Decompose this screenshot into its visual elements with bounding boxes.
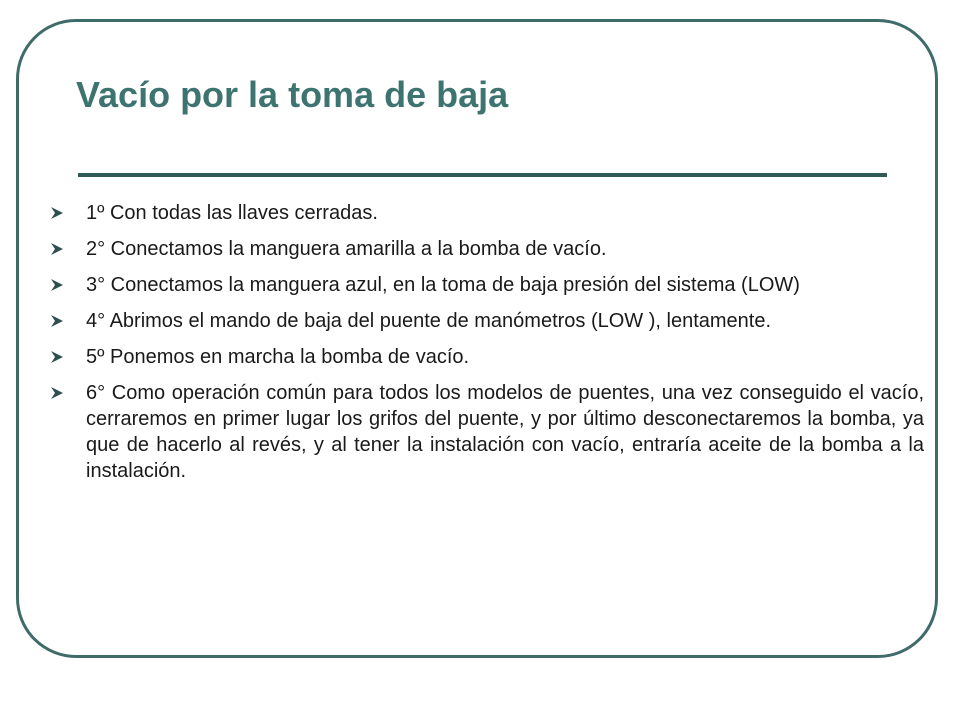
bullet-item-4 (48, 308, 924, 334)
arrowhead-bullet-icon (50, 314, 64, 328)
bullet-item-5 (48, 344, 924, 370)
bullet-text: 4° Abrimos el mando de baja del puente de manómetros (LOW ), lentamente. (86, 310, 772, 332)
arrowhead-bullet-icon (50, 386, 64, 400)
bullet-text: 6° Como operación común para todos los modelos de puentes, una vez conseguido el vacío, cerraremos en primer lugar los grifos del puente, y por último desconectaremos la bomba, ya que de hacerlo al revés, y al tener la instalación con vacío, entraría aceite de la bomba a la instalación. (86, 382, 924, 482)
title-divider (78, 173, 887, 177)
arrowhead-bullet-icon (50, 350, 64, 364)
bullet-item-1 (48, 200, 924, 226)
arrowhead-bullet-icon (50, 242, 64, 256)
arrowhead-bullet-icon (50, 206, 64, 220)
bullet-text: 1º Con todas las llaves cerradas. (86, 202, 378, 224)
bullet-text: 2° Conectamos la manguera amarilla a la bomba de vacío. (86, 238, 607, 260)
bullet-text: 3° Conectamos la manguera azul, en la toma de baja presión del sistema (LOW) (86, 274, 800, 296)
slide-title: Vacío por la toma de baja (76, 74, 509, 115)
bullet-item-6 (48, 380, 924, 484)
bullet-item-3 (48, 272, 924, 298)
bullet-item-2 (48, 236, 924, 262)
arrowhead-bullet-icon (50, 278, 64, 292)
bullet-list (48, 200, 924, 494)
bullet-text: 5º Ponemos en marcha la bomba de vacío. (86, 346, 470, 368)
